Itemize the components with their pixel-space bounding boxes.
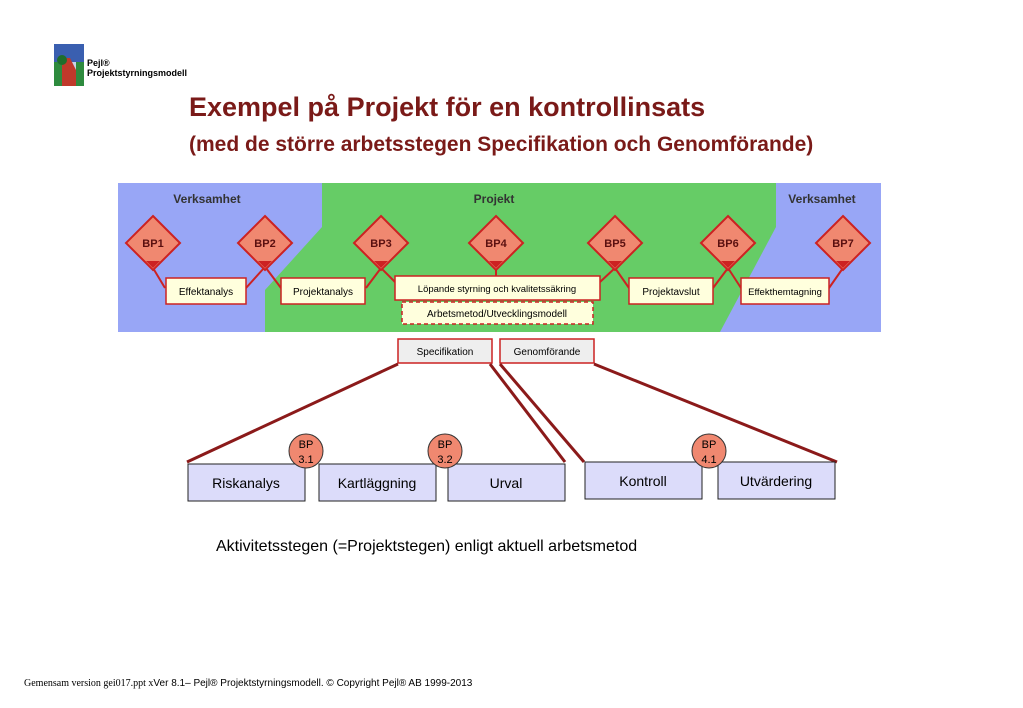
- zone-label-left: Verksamhet: [173, 192, 241, 206]
- stage-label: Effektanalys: [178, 287, 234, 298]
- activity-label: Kontroll: [619, 473, 667, 489]
- activity-riskanalys: [188, 464, 305, 501]
- sub-bp-line-2: 3.2: [437, 454, 453, 466]
- sub-bp-line-1: BP: [298, 439, 314, 451]
- sub-bp-line-1: BP: [701, 439, 717, 451]
- expansion-line: [490, 364, 565, 462]
- stage-projektanalys: [281, 278, 365, 304]
- phase-genomforande: [500, 339, 594, 363]
- page-subtitle: (med de större arbetsstegen Specifikation och Genomförande): [189, 133, 814, 156]
- phase-label: Specifikation: [416, 347, 474, 358]
- stage-label: Projektavslut: [642, 287, 700, 298]
- stage-label: Löpande styrning och kvalitetssäkring: [417, 284, 577, 295]
- activity-utvardering: [718, 462, 835, 499]
- method-box: [402, 302, 593, 324]
- activity-label: Kartläggning: [337, 475, 417, 491]
- stage-projektavslut: [629, 278, 713, 304]
- stage-lopande-styrning: [395, 276, 600, 300]
- activity-label: Urval: [489, 475, 523, 491]
- phase-label: Genomförande: [513, 347, 581, 358]
- page-title: Exempel på Projekt för en kontrollinsats: [189, 92, 706, 122]
- phase-specifikation: [398, 339, 492, 363]
- method-label: Arbetsmetod/Utvecklingsmodell: [426, 309, 568, 320]
- bp-label: BP2: [254, 238, 276, 250]
- sub-bp-line-2: 4.1: [701, 454, 717, 466]
- footer-file: Gemensam version gei017.ppt x: [24, 678, 154, 689]
- sub-bp-3-2: [428, 434, 462, 468]
- activity-label: Utvärdering: [739, 473, 813, 489]
- activity-label: Riskanalys: [212, 475, 280, 491]
- stage-label: Effekthemtagning: [748, 287, 822, 298]
- expansion-line: [500, 364, 584, 462]
- sub-bp-4-1: [692, 434, 726, 468]
- bp-label: BP6: [717, 238, 739, 250]
- zone-label-center: Projekt: [473, 192, 515, 206]
- bp-label: BP3: [370, 238, 392, 250]
- sub-bp-3-1: [289, 434, 323, 468]
- bp-label: BP5: [604, 238, 626, 250]
- stage-effekthemtagning: [741, 278, 829, 304]
- footer: [24, 678, 472, 689]
- logo-line-1: Pejl®: [87, 58, 110, 68]
- stage-label: Projektanalys: [292, 287, 354, 298]
- logo-line-2: Projektstyrningsmodell: [87, 68, 188, 78]
- sub-bp-line-2: 3.1: [298, 454, 314, 466]
- activity-caption: Aktivitetsstegen (=Projektstegen) enligt aktuell arbetsmetod: [216, 538, 638, 555]
- bp-label: BP7: [832, 238, 854, 250]
- zone-label-right: Verksamhet: [788, 192, 856, 206]
- bp-label: BP4: [485, 238, 507, 250]
- activity-kontroll: [585, 462, 702, 499]
- expansion-lines: [187, 364, 837, 462]
- sub-bp-line-1: BP: [437, 439, 453, 451]
- bp-label: BP1: [142, 238, 164, 250]
- stage-effektanalys: [166, 278, 246, 304]
- footer-copyright: Ver 8.1– Pejl® Projektstyrningsmodell. © Copyright Pejl® AB 1999-2013: [153, 678, 473, 689]
- activity-urval: [448, 464, 565, 501]
- activity-kartlaggning: [319, 464, 436, 501]
